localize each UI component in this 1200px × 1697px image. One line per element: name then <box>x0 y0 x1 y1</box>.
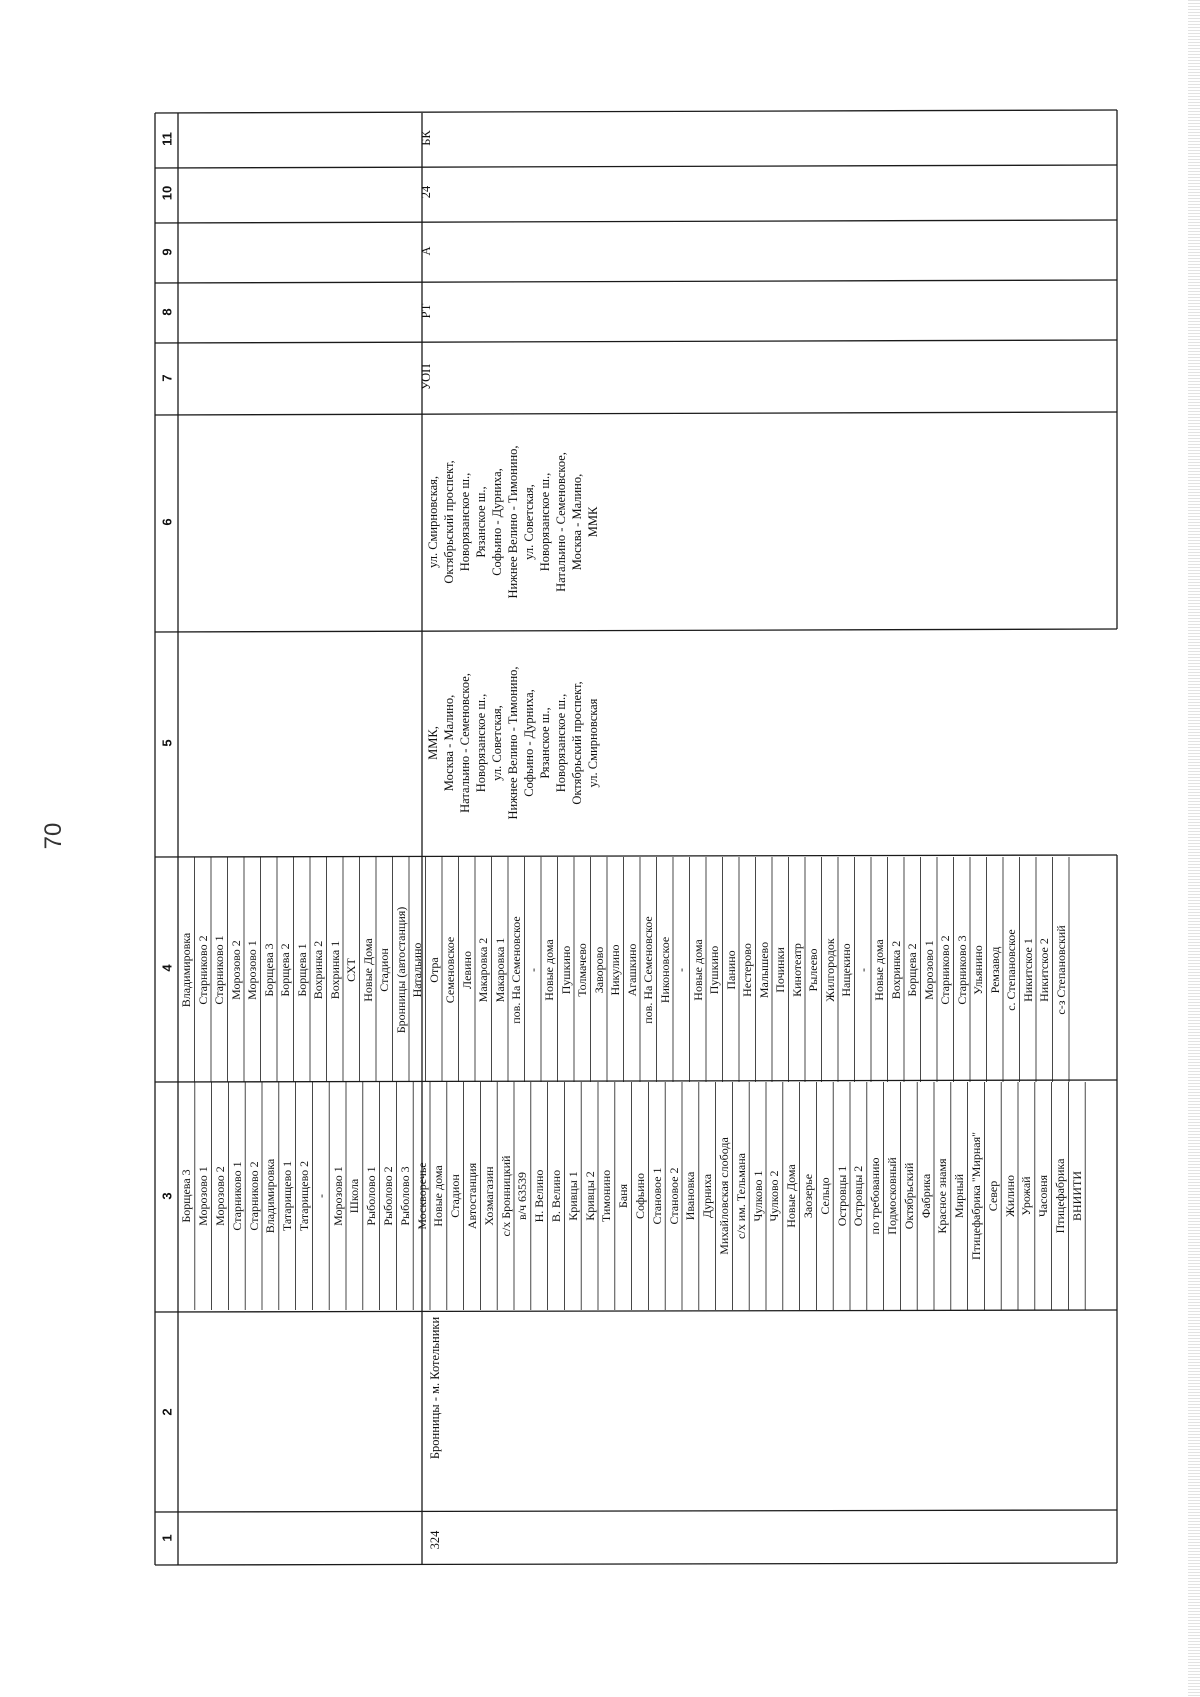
stop-cell: Новые Дома <box>360 937 375 1002</box>
route-street-line: Нижнее Велино - Тимонино, <box>505 445 520 599</box>
stop-cell: Старниково 2 <box>246 1161 261 1231</box>
stop-cell: в/ч 63539 <box>515 1171 530 1221</box>
stop-cell: Островцы 1 <box>834 1165 849 1227</box>
route-street-line: Москва - Малино, <box>569 473 584 571</box>
stop-cell: Панино <box>723 949 738 990</box>
stop-cell: - <box>525 967 540 972</box>
route-street-line: Новорязанское ш., <box>473 693 488 793</box>
stop-cell: Ивановка <box>683 1171 698 1221</box>
stop-cell: Чулково 2 <box>767 1170 782 1222</box>
stop-cell: Морозово 2 <box>213 1166 227 1226</box>
stop-cell: Пушкино <box>558 945 573 994</box>
stop-cell: по требованию <box>868 1157 883 1235</box>
stop-cell: Автостанция <box>465 1162 479 1230</box>
stop-cell: Нестерово <box>740 942 755 997</box>
stop-cell: Хозмагазин <box>481 1166 496 1226</box>
stop-cell: Вохринка 2 <box>888 940 903 999</box>
stop-cell: Вохринка 1 <box>327 940 342 999</box>
stop-cell: Борщева 3 <box>179 1169 194 1223</box>
stop-cell: Натальино <box>410 942 425 997</box>
route-street-line: Октябрьский проспект, <box>441 460 456 584</box>
cell-col8: РТ <box>418 303 433 319</box>
stop-cell: Север <box>985 1180 1000 1212</box>
stop-cell: Н. Велино <box>532 1169 547 1223</box>
route-name: Бронницы - м. Котельники <box>427 1316 442 1460</box>
cell-col7: УОП <box>418 363 433 391</box>
route-street-line: ММК, <box>425 726 440 760</box>
stop-cell: Школа <box>347 1178 362 1214</box>
stop-cell: пов. На Семеновское <box>641 915 656 1024</box>
stop-cell: Новые Дома <box>784 1164 799 1228</box>
route-street-line: Рязанское ш., <box>473 486 488 558</box>
stop-cell: Михайловская слобода <box>717 1137 731 1255</box>
stop-cell: Жилгородок <box>822 937 837 1002</box>
stop-cell: Кривцы 1 <box>565 1171 580 1221</box>
stop-cell: Стадион <box>377 947 392 992</box>
stop-cell: Татарищево 1 <box>280 1160 295 1232</box>
stop-cell: Старниково 1 <box>212 934 227 1005</box>
stop-cell: Борщева 3 <box>261 942 276 997</box>
column-header-5: 5 <box>159 739 175 747</box>
stop-cell: Становое 1 <box>649 1167 664 1225</box>
column-header-3: 3 <box>159 1192 175 1200</box>
route-street-line: Новорязанское ш., <box>537 472 552 572</box>
column-header-2: 2 <box>159 1408 175 1416</box>
route-street-line: Новорязанское ш., <box>457 472 472 572</box>
stop-cell: Ремзавод <box>987 946 1002 993</box>
stop-cell: Урожай <box>1019 1176 1034 1216</box>
stop-cell: Морозово 1 <box>245 939 260 1000</box>
route-street-line: ул. Смирновская <box>585 698 600 788</box>
stop-cell: Баня <box>616 1183 631 1209</box>
stop-cell: Старниково 2 <box>938 934 953 1005</box>
stop-cell: Никоновское <box>657 936 672 1003</box>
stop-cell: Птицефабрика <box>1053 1158 1067 1234</box>
route-street-line: Октябрьский проспект, <box>569 681 584 805</box>
column-header-9: 9 <box>159 248 175 256</box>
route-number: 324 <box>427 1530 442 1550</box>
cell-col9: А <box>418 246 433 256</box>
stop-cell: Владимировка <box>179 932 194 1007</box>
stop-cell: Макаровка 2 <box>476 937 491 1002</box>
stop-cell: Старниково 2 <box>195 934 210 1005</box>
stop-cell: Морозово 1 <box>921 939 936 1000</box>
stop-cell: Пушкино <box>707 945 722 994</box>
stop-cell: - <box>674 967 689 972</box>
stop-cell: Красное знамя <box>935 1158 950 1234</box>
stop-cell: Чулково 1 <box>750 1170 765 1222</box>
stop-cell: Борщева 2 <box>905 942 920 997</box>
stop-cell: Кривцы 2 <box>582 1171 597 1221</box>
stop-cell: Сельцо <box>817 1177 832 1215</box>
cell-col10: 24 <box>418 185 433 199</box>
stop-cell: Новые дома <box>542 938 557 1001</box>
stop-cell: Новые дома <box>690 938 705 1001</box>
stop-cell: Софьино <box>633 1172 647 1220</box>
stop-cell: Владимировка <box>263 1158 278 1234</box>
column-header-4: 4 <box>159 964 175 972</box>
stop-cell: Рыболово 3 <box>397 1166 412 1226</box>
stop-cell: Рыболово 2 <box>381 1166 395 1226</box>
stop-cell: Часовня <box>1036 1174 1051 1218</box>
stop-cell: Рыболово 1 <box>364 1166 379 1226</box>
route-street-line: Рязанское ш., <box>537 707 552 779</box>
stop-cell: с. Степановское <box>1004 928 1019 1011</box>
stop-cell: Морозово 1 <box>196 1166 211 1226</box>
stop-cell: с-з Степановский <box>1053 924 1068 1015</box>
stop-cell: - <box>313 1194 328 1198</box>
stop-cell: с/х Бронницкий <box>498 1155 513 1237</box>
stop-cell: - <box>855 967 870 972</box>
stop-cell: Бронницы (автостанция) <box>393 906 408 1033</box>
route-street-line: ул. Смирновская, <box>425 476 440 568</box>
stop-cell: Никитское 1 <box>1020 937 1035 1002</box>
page-number: 70 <box>40 822 67 850</box>
stop-cell: Мирный <box>952 1174 967 1218</box>
stop-cell: Старниково 3 <box>954 934 969 1005</box>
stop-cell: Левино <box>459 950 474 989</box>
stop-cell: Морозово 1 <box>330 1166 345 1226</box>
stop-cell: Подмосковный <box>885 1157 899 1235</box>
stop-cell: Отра <box>426 956 441 983</box>
stop-cell: Птицефабрика "Мирная" <box>969 1132 983 1260</box>
stop-cell: с/х им. Тельмана <box>733 1153 748 1239</box>
column-header-11: 11 <box>159 132 175 146</box>
route-street-line: Новорязанское ш., <box>553 693 568 793</box>
stop-cell: Никулино <box>608 943 623 996</box>
stop-cell: Заозерье <box>801 1173 815 1219</box>
stop-cell: Макаровка 1 <box>492 937 507 1002</box>
stop-cell: СХТ <box>344 957 359 982</box>
column-header-10: 10 <box>159 185 175 201</box>
stop-cell: пов. На Семеновское <box>509 915 524 1024</box>
stop-cell: Москворечье <box>414 1162 429 1230</box>
stop-cell: Становое 2 <box>666 1167 681 1225</box>
route-street-line: Софьино - Дурниха, <box>489 468 504 576</box>
route-street-line: ул. Советская, <box>489 705 504 781</box>
stop-cell: Рылеево <box>806 948 821 991</box>
stop-cell: Дурниха <box>700 1173 715 1219</box>
stop-cell: Никитское 2 <box>1037 937 1052 1002</box>
stop-cell: Ульянино <box>971 944 986 995</box>
stop-cell: Агашкино <box>624 943 639 996</box>
cell-col11: БК <box>418 130 433 146</box>
stop-cell: Стадион <box>448 1174 463 1218</box>
route-street-line: Натальино - Семеновское, <box>553 452 568 592</box>
route-street-line: Москва - Малино, <box>441 694 456 792</box>
stop-cell: Татарищево 2 <box>297 1160 311 1232</box>
stop-cell: Октябрьский <box>901 1162 916 1230</box>
column-header-8: 8 <box>159 308 175 316</box>
stop-cell: Фабрика <box>918 1173 933 1219</box>
column-header-7: 7 <box>159 374 175 382</box>
stop-cell: Жилино <box>1002 1174 1017 1218</box>
stop-cell: Островцы 2 <box>851 1165 866 1227</box>
stop-cell: Семеновское <box>443 936 458 1003</box>
stop-cell: Новые дома <box>872 938 887 1001</box>
route-street-line: Нижнее Велино - Тимонино, <box>505 666 520 820</box>
route-street-line: ул. Советская, <box>521 484 536 560</box>
stop-cell: Нащекино <box>839 942 854 997</box>
stop-cell: ВНИИТИ <box>1069 1171 1084 1221</box>
stop-cell: Борщева 1 <box>294 942 309 997</box>
route-street-line: Софьино - Дурниха, <box>521 689 536 797</box>
route-street-line: ММК <box>585 506 600 538</box>
stop-cell: Кинотеатр <box>789 942 804 997</box>
column-header-1: 1 <box>159 1534 175 1542</box>
stop-cell: Тимонино <box>599 1169 614 1223</box>
stop-cell: Заворово <box>591 946 606 993</box>
stop-cell: Новые дома <box>431 1165 446 1227</box>
stop-cell: Старниково 1 <box>229 1161 244 1231</box>
stop-cell: Вохринка 2 <box>311 940 326 999</box>
stop-cell: Малышево <box>756 941 771 998</box>
stop-cell: Борщева 2 <box>278 942 293 997</box>
route-street-line: Натальино - Семеновское, <box>457 673 472 813</box>
stop-cell: В. Велино <box>549 1169 563 1223</box>
stop-cell: Толмачево <box>575 942 590 997</box>
column-header-6: 6 <box>159 518 175 526</box>
stop-cell: Морозово 2 <box>228 939 243 1000</box>
stop-cell: Починки <box>773 946 788 993</box>
